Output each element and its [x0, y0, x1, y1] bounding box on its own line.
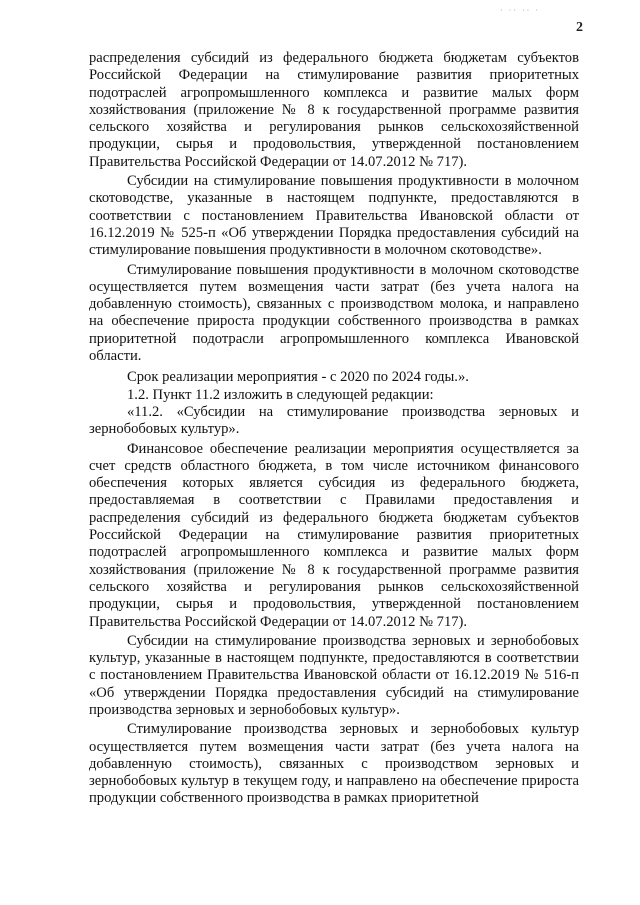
paragraph-financing: Финансовое обеспечение реализации мероприятия осуществляется за счет средств областного бюджета, в том числе источником финансового обеспечения которых является субсидия из федерального бюджета, предоставляемая в соответствии с Правилами предоставления и распределения субсидий из федерального бюджета бюджетам субъектов Российской Федерации на стимулирование развития приоритетных подотраслей агропромышленного комплекса и развитие малых форм хозяйствования (приложение № 8 к государственной программе развития сельского хозяйства и регулирования рынков сельскохозяйственной продукции, сырья и продовольствия, утвержденной постановлением Правительства Российской Федерации от 14.07.2012 № 717). — [89, 440, 579, 630]
paragraph-grain-subsidy: Субсидии на стимулирование производства зерновых и зернобобовых культур, указанные в настоящем подпункте, предоставляются в соответствии с постановлением Правительства Ивановской области от 16.12.2019 № 516-п «Об утверждении Порядка предоставления субсидий на стимулирование производства зерновых и зернобобовых культур». — [89, 632, 579, 718]
paragraph-implementation-period: Срок реализации мероприятия - с 2020 по 2024 годы.». — [127, 369, 469, 386]
scan-marks: · ·· ·· · — [500, 6, 540, 15]
paragraph-dairy-subsidy: Субсидии на стимулирование повышения продуктивности в молочном скотоводстве, указанные в настоящем подпункте, предоставляются в соответствии с постановлением Правительства Ивановской области от 16.12.2019 № 525-п «Об утверждении Порядка предоставления субсидий на стимулирование повышения продуктивности в молочном скотоводстве». — [89, 173, 579, 259]
paragraph-clause-11-2-title: «11.2. «Субсидии на стимулирование производства зерновых и зернобобовых культур». — [89, 403, 579, 438]
page-number: 2 — [576, 20, 583, 35]
paragraph-clause-1-2: 1.2. Пункт 11.2 изложить в следующей редакции: — [127, 386, 434, 403]
paragraph-continuation: распределения субсидий из федерального бюджета бюджетам субъектов Российской Федерации на стимулирование развития приоритетных подотраслей агропромышленного комплекса и развитие малых форм хозяйствования (приложение № 8 к государственной программе развития сельского хозяйства и регулирования рынков сельскохозяйственной продукции, сырья и продовольствия, утвержденной постановлением Правительства Российской Федерации от 14.07.2012 № 717). — [89, 50, 579, 170]
paragraph-grain-stimulation: Стимулирование производства зерновых и зернобобовых культур осуществляется путем возмещения части затрат (без учета налога на добавленную стоимость), связанных с производством зерновых и зернобобовых культур в текущем году, и направлено на обеспечение прироста продукции собственного производства в рамках приоритетной — [89, 721, 579, 807]
document-body — [89, 50, 579, 808]
paragraph-dairy-stimulation: Стимулирование повышения продуктивности в молочном скотоводстве осуществляется путем возмещения части затрат (без учета налога на добавленную стоимость), связанных с производством молока, и направлено на обеспечение прироста продукции собственного производства в рамках приоритетной подотрасли агропромышленного комплекса Ивановской области. — [89, 261, 579, 365]
